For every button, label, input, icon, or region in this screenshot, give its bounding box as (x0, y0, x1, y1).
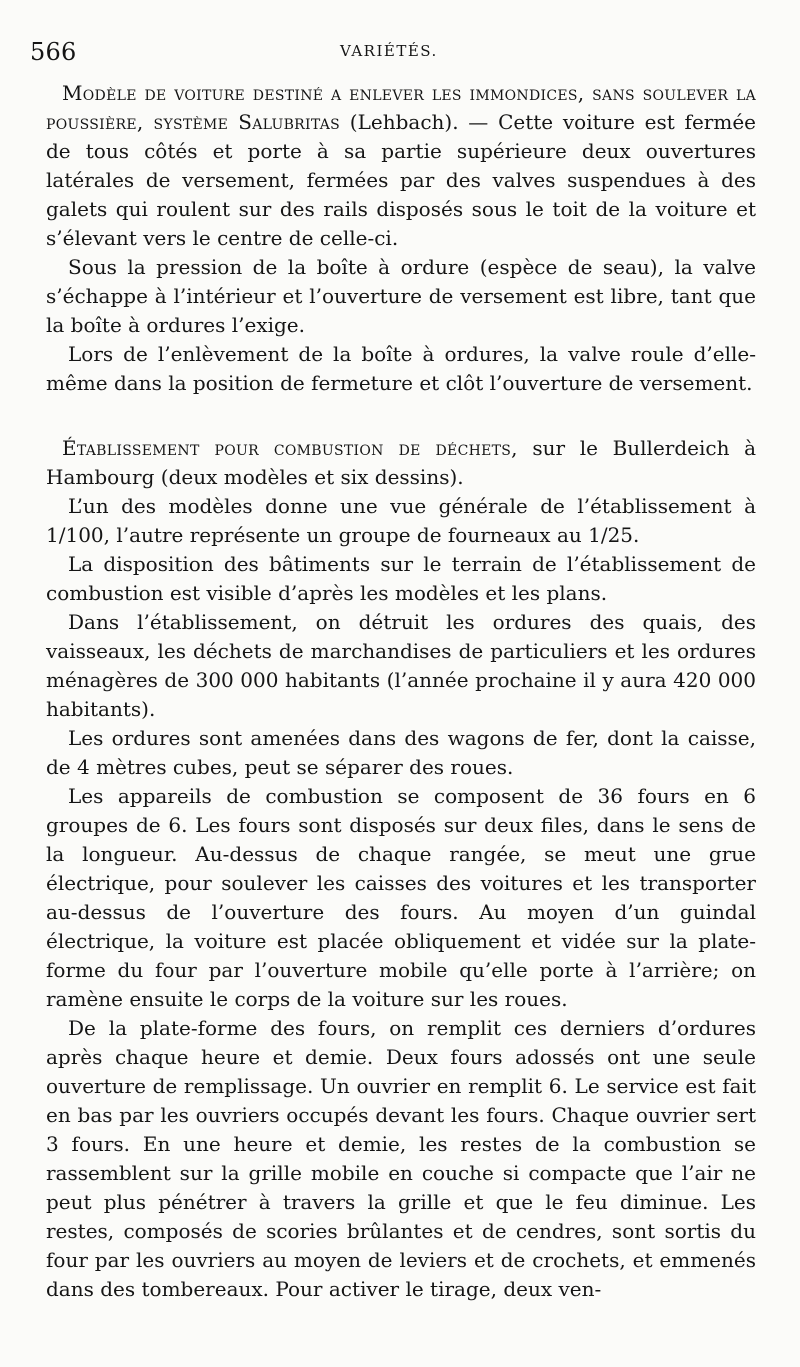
paragraph: La disposition des bâtiments sur le terrain de l’établissement de combustion est visible d’après les modèles et les plans. (46, 552, 756, 605)
paragraph-text: (Lehbach). — Cette voiture est fermée de tous côtés et porte à sa partie supérieure deux ouvertures latérales de versement, fermées par des valves suspendues à des galets qui roulent sur des rails disposés sous le toit de la voiture et s’élevant vers le centre de celle-ci. (46, 110, 756, 250)
page-number: 566 (30, 38, 77, 66)
paragraph-text: sur le Bullerdeich à Hambourg (deux modèles et six dessins). (46, 436, 756, 489)
paragraph: Les ordures sont amenées dans des wagons de fer, dont la caisse, de 4 mètres cubes, peut se séparer des roues. (46, 726, 756, 779)
paragraph-combustion-heading (46, 434, 756, 492)
section-heading-salubritas: Modèle de voiture destiné a enlever les immondices, sans soulever la poussière, système Salubritas (46, 81, 756, 134)
paragraph-salubritas-heading (46, 79, 756, 253)
paragraph: De la plate-forme des fours, on remplit ces derniers d’ordures après chaque heure et demie. Deux fours adossés ont une seule ouverture de remplissage. Un ouvrier en remplit 6. Le service est fait en bas par les ouvriers occupés devant les fours. Chaque ouvrier sert 3 fours. En une heure et demie, les restes de la combustion se rassemblent sur la grille mobile en couche si compacte que l’air ne peut plus pénétrer à travers la grille et que le feu diminue. Les restes, composés de scories brûlantes et de cendres, sont sortis du four par les ouvriers au moyen de leviers et de crochets, et emmenés dans des tombereaux. Pour activer le tirage, deux ven- (46, 1016, 756, 1301)
running-head: VARIÉTÉS. (340, 42, 438, 60)
paragraph: Dans l’établissement, on détruit les ordures des quais, des vaisseaux, les déchets de marchandises de particuliers et les ordures ménagères de 300 000 habitants (l’année prochaine il y aura 420 000 habitants). (46, 610, 756, 721)
body-text (46, 79, 756, 1304)
paragraph: L’un des modèles donne une vue générale de l’établissement à 1/100, l’autre représente un groupe de fourneaux au 1/25. (46, 494, 756, 547)
paragraph: Les appareils de combustion se composent de 36 fours en 6 groupes de 6. Les fours sont disposés sur deux files, dans le sens de la longueur. Au-dessus de chaque rangée, se meut une grue électrique, pour soulever les caisses des voitures et les transporter au-dessus de l’ouverture des fours. Au moyen d’un guindal électrique, la voiture est placée obliquement et vidée sur la plate-forme du four par l’ouverture mobile qu’elle porte à l’arrière; on ramène ensuite le corps de la voiture sur les roues. (46, 784, 756, 1011)
section-gap (46, 398, 756, 434)
paragraph: Sous la pression de la boîte à ordure (espèce de seau), la valve s’échappe à l’intérieur et l’ouverture de versement est libre, tant que la boîte à ordures l’exige. (46, 255, 756, 337)
paragraph: Lors de l’enlèvement de la boîte à ordures, la valve roule d’elle-même dans la position de fermeture et clôt l’ouverture de versement. (46, 342, 756, 395)
section-heading-combustion: Établissement pour combustion de déchets, (62, 436, 518, 460)
